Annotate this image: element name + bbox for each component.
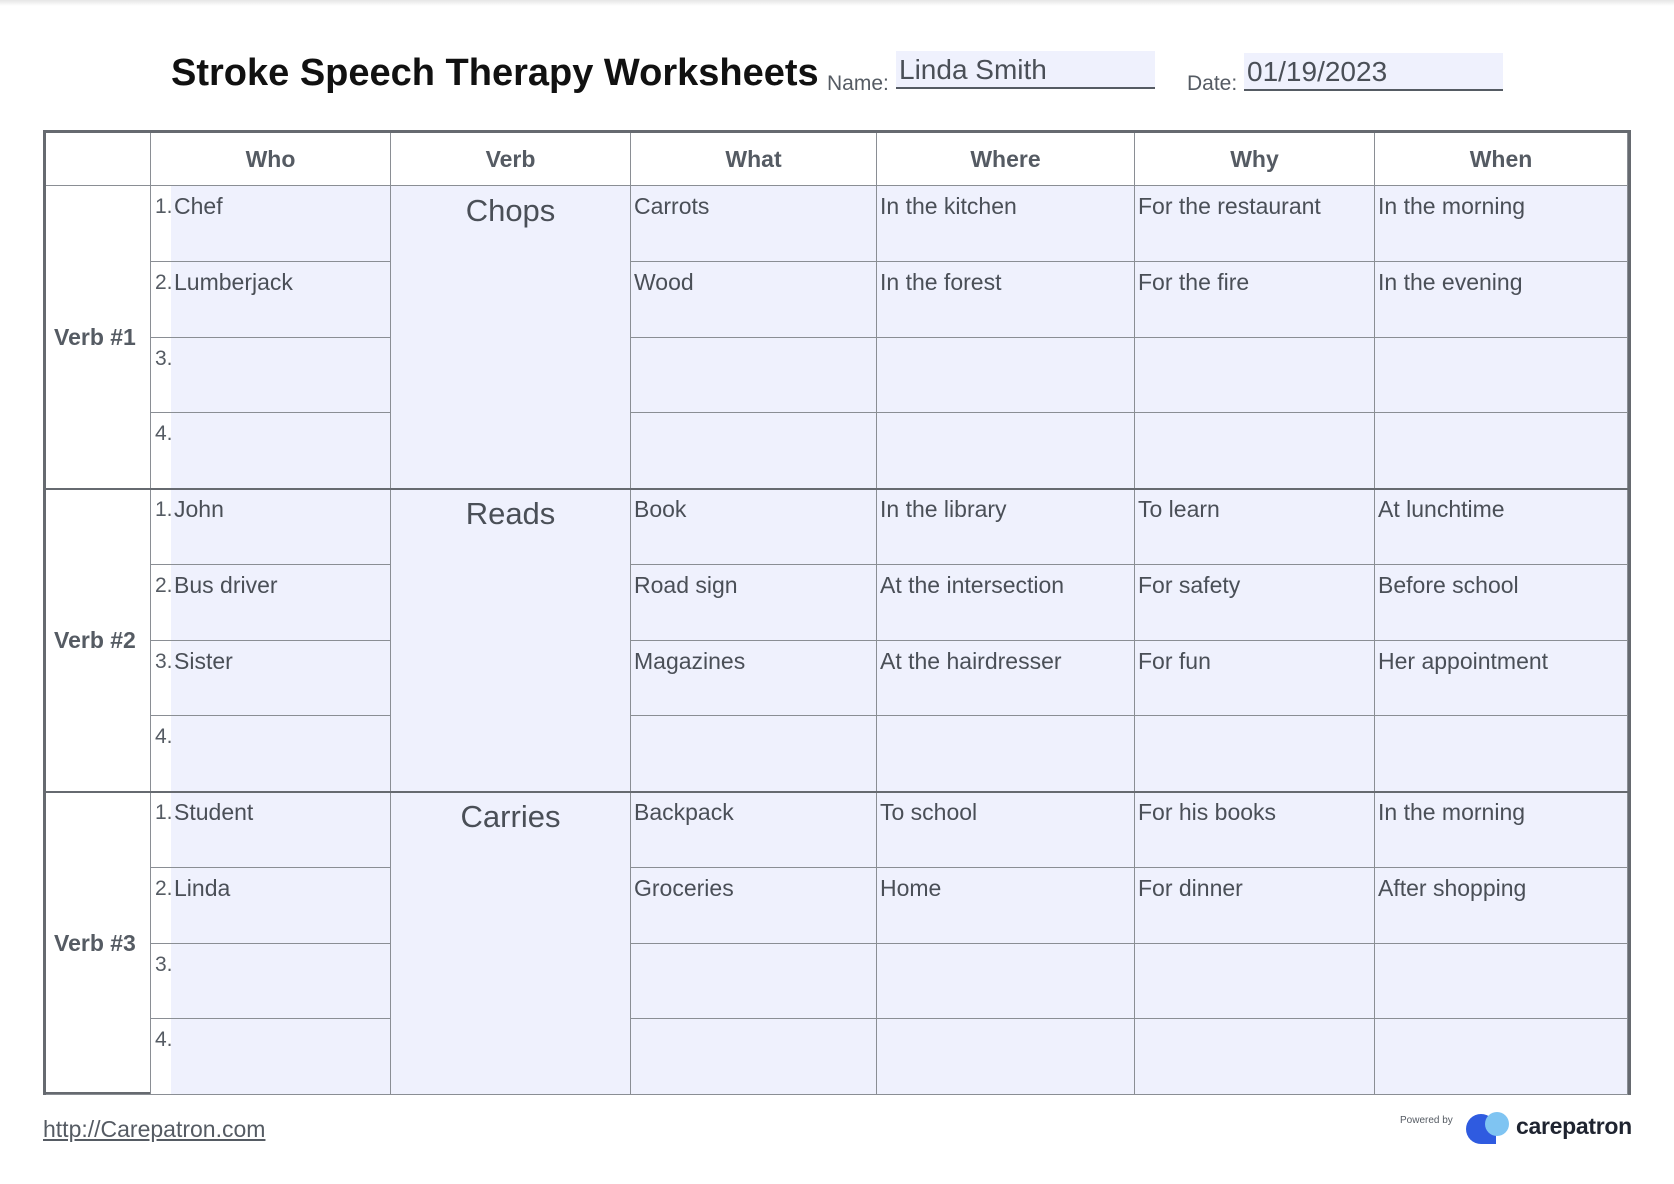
when-input[interactable] <box>1375 413 1628 489</box>
verb-group-label: Verb #1 <box>46 186 151 489</box>
where-input[interactable]: At the hairdresser <box>877 641 1135 717</box>
what-input[interactable] <box>631 338 877 414</box>
header-corner-cell <box>46 133 151 186</box>
column-header-when: When <box>1375 133 1628 186</box>
column-header-who: Who <box>151 133 391 186</box>
row-number: 4. <box>155 1028 173 1052</box>
why-input[interactable]: For the fire <box>1135 262 1375 338</box>
who-input[interactable] <box>151 565 391 641</box>
who-value: Lumberjack <box>174 268 293 295</box>
where-input[interactable] <box>877 1019 1135 1095</box>
when-input[interactable]: After shopping <box>1375 868 1628 944</box>
carepatron-brand-name: carepatron <box>1516 1113 1632 1139</box>
column-header-what: What <box>631 133 877 186</box>
who-input[interactable] <box>151 1019 391 1095</box>
who-value: Student <box>174 799 254 825</box>
what-input[interactable]: Book <box>631 489 877 565</box>
row-number: 1. <box>155 498 173 521</box>
why-input[interactable] <box>1135 944 1375 1020</box>
what-input[interactable] <box>631 944 877 1020</box>
row-number: 3. <box>155 649 173 673</box>
where-input[interactable]: Home <box>877 868 1135 944</box>
when-input[interactable]: In the morning <box>1375 186 1628 262</box>
who-value: Sister <box>174 647 233 674</box>
verb-group-label: Verb #3 <box>46 792 151 1095</box>
where-input[interactable] <box>877 338 1135 414</box>
name-label: Name: <box>827 72 889 95</box>
where-input[interactable]: In the kitchen <box>877 186 1135 262</box>
date-field[interactable]: 01/19/2023 <box>1244 53 1503 91</box>
who-input[interactable] <box>151 716 391 792</box>
when-input[interactable]: In the morning <box>1375 792 1628 868</box>
who-input[interactable] <box>151 262 391 338</box>
who-input[interactable] <box>151 868 391 944</box>
row-number: 4. <box>155 725 173 749</box>
what-input[interactable] <box>631 716 877 792</box>
group-divider <box>46 488 1628 490</box>
what-input[interactable]: Backpack <box>631 792 877 868</box>
when-input[interactable]: Before school <box>1375 565 1628 641</box>
row-number: 2. <box>155 876 173 900</box>
why-input[interactable] <box>1135 413 1375 489</box>
row-number: 3. <box>155 346 173 370</box>
row-number: 2. <box>155 270 173 294</box>
what-input[interactable] <box>631 413 877 489</box>
why-input[interactable]: For safety <box>1135 565 1375 641</box>
what-input[interactable]: Magazines <box>631 641 877 717</box>
who-input[interactable] <box>151 413 391 489</box>
who-value: Bus driver <box>174 571 278 598</box>
when-input[interactable]: At lunchtime <box>1375 489 1628 565</box>
column-header-verb: Verb <box>391 133 631 186</box>
carepatron-link[interactable]: http://Carepatron.com <box>43 1116 266 1142</box>
why-input[interactable]: To learn <box>1135 489 1375 565</box>
date-label: Date: <box>1187 72 1238 95</box>
why-input[interactable] <box>1135 1019 1375 1095</box>
when-input[interactable]: Her appointment <box>1375 641 1628 717</box>
what-input[interactable] <box>631 1019 877 1095</box>
column-header-where: Where <box>877 133 1135 186</box>
worksheet-table <box>43 130 1631 1095</box>
who-value: Linda <box>174 874 231 901</box>
when-input[interactable] <box>1375 944 1628 1020</box>
page-top-shadow <box>0 0 1674 6</box>
verb-input[interactable]: Reads <box>391 489 631 792</box>
verb-group-label: Verb #2 <box>46 489 151 792</box>
who-value: Chef <box>174 193 223 219</box>
when-input[interactable]: In the evening <box>1375 262 1628 338</box>
what-input[interactable]: Road sign <box>631 565 877 641</box>
why-input[interactable]: For the restaurant <box>1135 186 1375 262</box>
who-input[interactable] <box>151 489 391 565</box>
name-field[interactable]: Linda Smith <box>896 51 1155 89</box>
where-input[interactable]: At the intersection <box>877 565 1135 641</box>
group-divider <box>46 791 1628 793</box>
what-input[interactable]: Carrots <box>631 186 877 262</box>
why-input[interactable]: For fun <box>1135 641 1375 717</box>
verb-input[interactable]: Carries <box>391 792 631 1095</box>
page-title: Stroke Speech Therapy Worksheets <box>171 52 819 94</box>
what-input[interactable]: Groceries <box>631 868 877 944</box>
where-input[interactable] <box>877 716 1135 792</box>
why-input[interactable]: For his books <box>1135 792 1375 868</box>
powered-by-label: Powered by <box>1400 1115 1453 1126</box>
verb-input[interactable]: Chops <box>391 186 631 489</box>
row-number: 2. <box>155 573 173 597</box>
row-number: 1. <box>155 195 173 218</box>
where-input[interactable]: To school <box>877 792 1135 868</box>
when-input[interactable] <box>1375 338 1628 414</box>
when-input[interactable] <box>1375 716 1628 792</box>
who-value: John <box>174 496 224 522</box>
row-number: 3. <box>155 952 173 976</box>
why-input[interactable]: For dinner <box>1135 868 1375 944</box>
where-input[interactable] <box>877 944 1135 1020</box>
who-input[interactable] <box>151 186 391 262</box>
why-input[interactable] <box>1135 716 1375 792</box>
row-number: 4. <box>155 422 173 446</box>
where-input[interactable]: In the forest <box>877 262 1135 338</box>
where-input[interactable]: In the library <box>877 489 1135 565</box>
who-input[interactable] <box>151 792 391 868</box>
who-input[interactable] <box>151 338 391 414</box>
what-input[interactable]: Wood <box>631 262 877 338</box>
column-header-why: Why <box>1135 133 1375 186</box>
row-number: 1. <box>155 801 173 824</box>
who-input[interactable] <box>151 641 391 717</box>
why-input[interactable] <box>1135 338 1375 414</box>
when-input[interactable] <box>1375 1019 1628 1095</box>
who-input[interactable] <box>151 944 391 1020</box>
where-input[interactable] <box>877 413 1135 489</box>
